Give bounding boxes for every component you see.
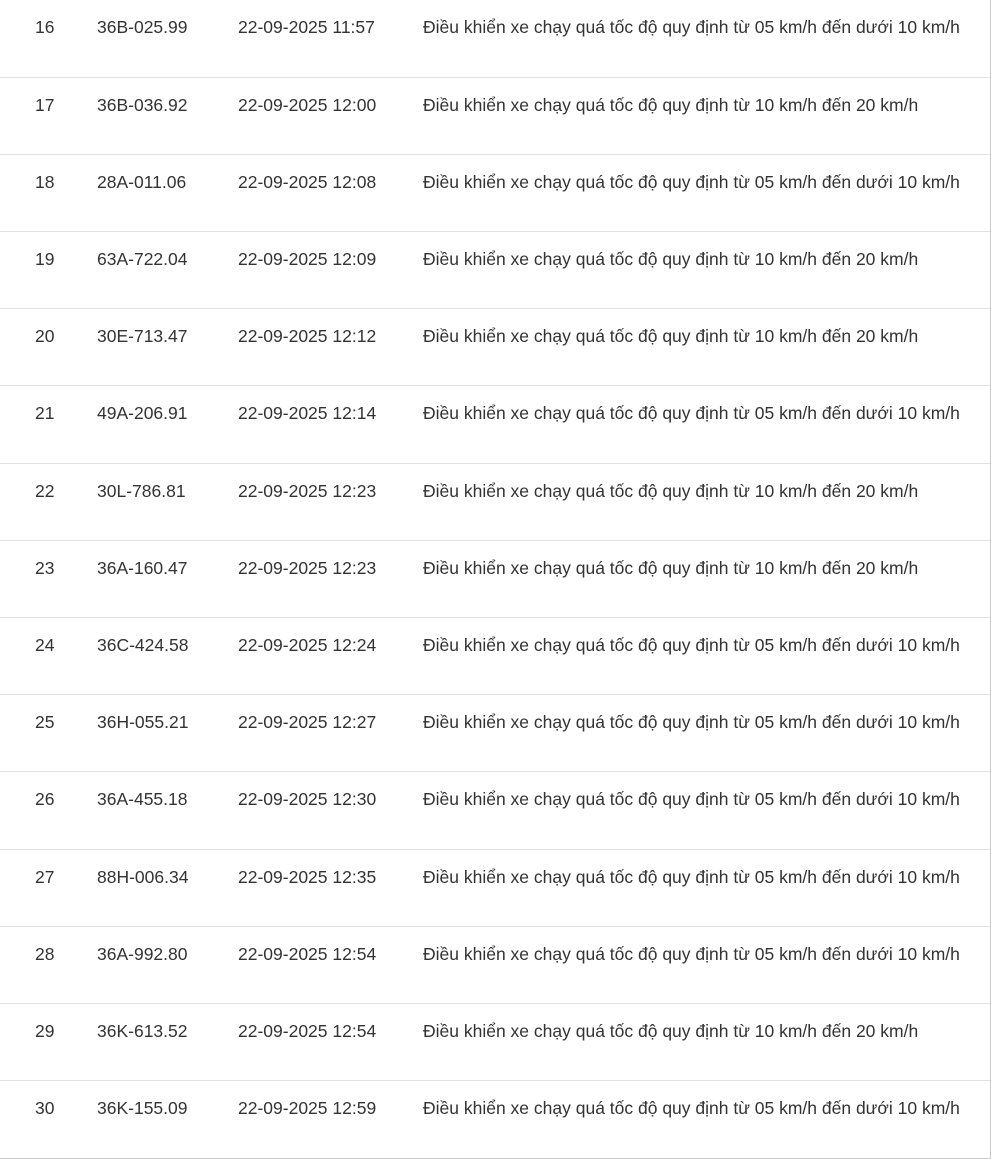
violation-description: Điều khiển xe chạy quá tốc độ quy định từ 05 km/h đến dưới 10 km/h [423, 635, 960, 655]
row-number: 30 [35, 1098, 55, 1119]
license-plate: 63A-722.04 [97, 249, 188, 270]
table-row [0, 309, 990, 386]
row-number: 27 [35, 866, 55, 887]
violation-time: 22-09-2025 12:30 [238, 789, 377, 810]
violation-time: 22-09-2025 11:57 [238, 17, 375, 37]
violation-time: 22-09-2025 12:23 [238, 557, 377, 578]
license-plate: 36B-036.92 [97, 94, 188, 115]
violation-description: Điều khiển xe chạy quá tốc độ quy định từ 10 km/h đến 20 km/h [423, 249, 919, 270]
license-plate: 49A-206.91 [97, 403, 188, 424]
table-row [0, 849, 990, 926]
row-number: 26 [35, 789, 55, 810]
violation-time: 22-09-2025 12:54 [238, 943, 377, 964]
violation-description: Điều khiển xe chạy quá tốc độ quy định từ 10 km/h đến 20 km/h [423, 326, 919, 347]
violation-time: 22-09-2025 12:59 [238, 1098, 377, 1119]
row-number: 23 [35, 557, 55, 578]
table-row [0, 232, 990, 309]
license-plate: 28A-011.06 [97, 171, 187, 192]
row-number: 18 [35, 171, 55, 192]
violation-time: 22-09-2025 12:35 [238, 866, 377, 887]
license-plate: 30L-786.81 [97, 480, 186, 501]
violation-description: Điều khiển xe chạy quá tốc độ quy định từ 05 km/h đến dưới 10 km/h [423, 943, 960, 964]
violation-description: Điều khiển xe chạy quá tốc độ quy định từ 10 km/h đến 20 km/h [423, 1020, 919, 1041]
table-row [0, 695, 990, 772]
license-plate: 36A-992.80 [97, 943, 188, 964]
license-plate: 36H-055.21 [97, 712, 189, 733]
violation-time: 22-09-2025 12:27 [238, 712, 377, 733]
license-plate: 88H-006.34 [97, 866, 189, 887]
violation-description: Điều khiển xe chạy quá tốc độ quy định từ 10 km/h đến 20 km/h [423, 480, 919, 501]
table-row [0, 463, 990, 540]
table-row [0, 772, 990, 849]
table-row [0, 154, 990, 231]
license-plate: 30E-713.47 [97, 326, 188, 347]
row-number: 24 [35, 635, 55, 655]
row-number: 21 [35, 403, 55, 424]
table-row [0, 386, 990, 463]
license-plate: 36K-613.52 [97, 1020, 188, 1041]
violation-description: Điều khiển xe chạy quá tốc độ quy định từ 05 km/h đến dưới 10 km/h [423, 789, 960, 810]
row-number: 28 [35, 943, 55, 964]
row-number: 19 [35, 249, 55, 270]
row-number: 20 [35, 326, 55, 347]
violation-description: Điều khiển xe chạy quá tốc độ quy định từ 05 km/h đến dưới 10 km/h [423, 171, 960, 192]
row-number: 29 [35, 1020, 55, 1041]
violation-description: Điều khiển xe chạy quá tốc độ quy định từ 05 km/h đến dưới 10 km/h [423, 17, 960, 37]
table-row [0, 540, 990, 617]
violation-description: Điều khiển xe chạy quá tốc độ quy định từ 05 km/h đến dưới 10 km/h [423, 1098, 960, 1119]
table-row [0, 1081, 990, 1158]
table-row [0, 77, 990, 154]
violation-time: 22-09-2025 12:09 [238, 249, 377, 270]
table-row [0, 1003, 990, 1080]
violation-time: 22-09-2025 12:12 [238, 326, 377, 347]
license-plate: 36C-424.58 [97, 635, 189, 655]
table-row [0, 926, 990, 1003]
violation-time: 22-09-2025 12:00 [238, 94, 377, 115]
violation-description: Điều khiển xe chạy quá tốc độ quy định từ 05 km/h đến dưới 10 km/h [423, 403, 960, 424]
violation-time: 22-09-2025 12:14 [238, 403, 377, 424]
row-number: 16 [35, 17, 55, 37]
violation-time: 22-09-2025 12:54 [238, 1020, 377, 1041]
license-plate: 36A-160.47 [97, 557, 188, 578]
violation-description: Điều khiển xe chạy quá tốc độ quy định từ 05 km/h đến dưới 10 km/h [423, 866, 960, 887]
violation-description: Điều khiển xe chạy quá tốc độ quy định từ 10 km/h đến 20 km/h [423, 557, 919, 578]
table-row [0, 0, 990, 77]
violation-time: 22-09-2025 12:24 [238, 635, 377, 655]
row-number: 25 [35, 712, 55, 733]
row-number: 22 [35, 480, 55, 501]
violation-description: Điều khiển xe chạy quá tốc độ quy định từ 10 km/h đến 20 km/h [423, 94, 919, 115]
row-number: 17 [35, 94, 55, 115]
violation-time: 22-09-2025 12:23 [238, 480, 377, 501]
license-plate: 36K-155.09 [97, 1098, 188, 1119]
violation-time: 22-09-2025 12:08 [238, 171, 377, 192]
license-plate: 36B-025.99 [97, 17, 188, 37]
license-plate: 36A-455.18 [97, 789, 188, 810]
violation-description: Điều khiển xe chạy quá tốc độ quy định từ 05 km/h đến dưới 10 km/h [423, 712, 960, 733]
table-row [0, 618, 990, 695]
